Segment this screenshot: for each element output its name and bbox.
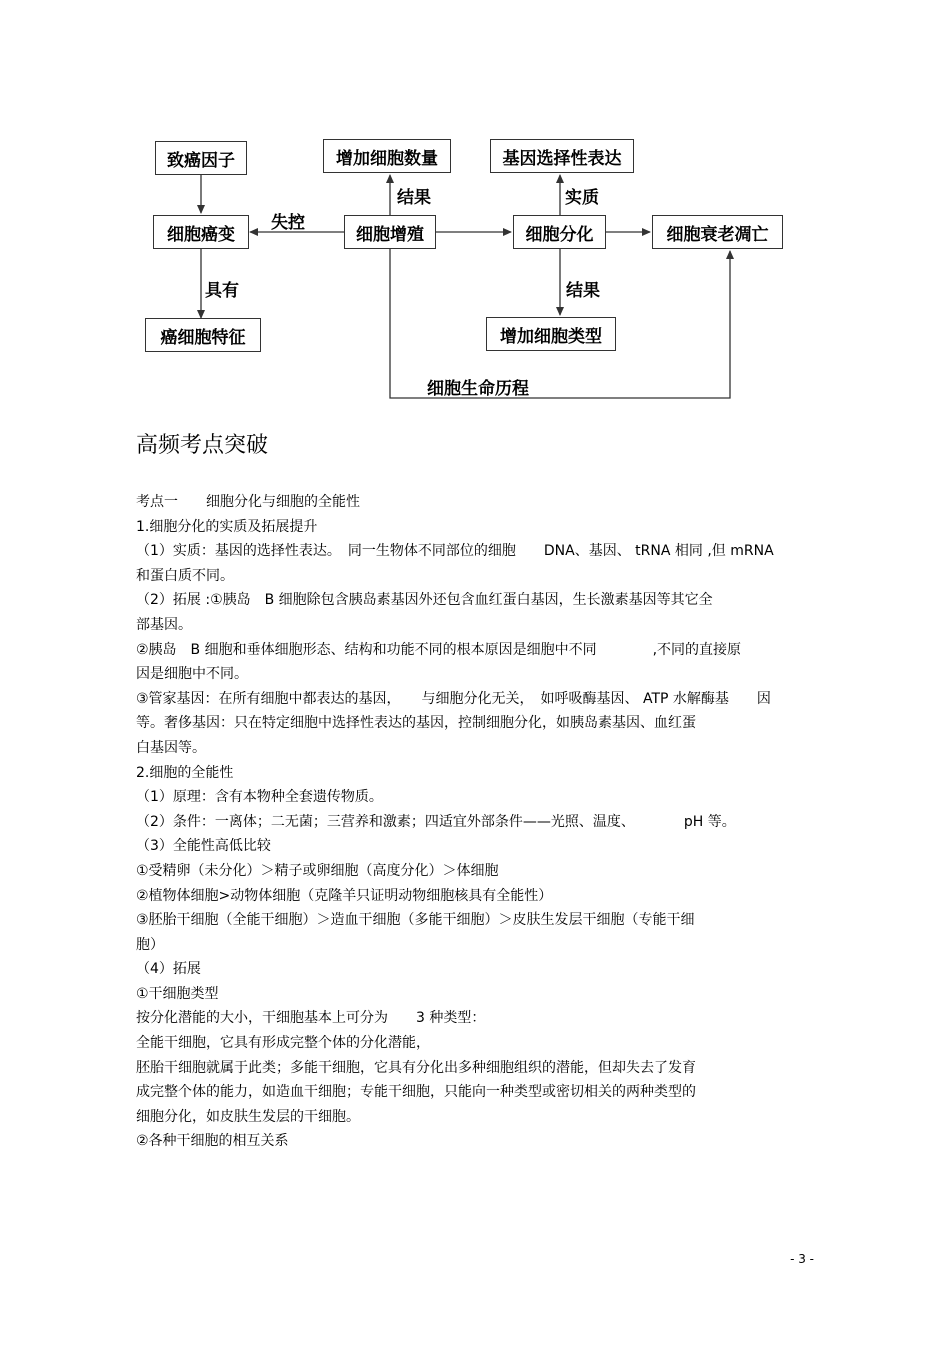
text-line: 1.细胞分化的实质及拓展提升 (136, 518, 318, 535)
text-line: 全能干细胞，它具有形成完整个体的分化潜能， (136, 1035, 430, 1052)
edge-label-result-1: 结果 (397, 188, 431, 208)
edge-label-has: 具有 (205, 281, 239, 301)
edge-label-life-history: 细胞生命历程 (427, 379, 529, 399)
text-line: （4）拓展 (136, 961, 201, 978)
node-increase-types: 增加细胞类型 (486, 317, 616, 351)
node-differentiation: 细胞分化 (513, 215, 606, 249)
node-cancer-features: 癌细胞特征 (145, 318, 261, 352)
node-aging-death: 细胞衰老凋亡 (652, 215, 783, 249)
text-line: 2.细胞的全能性 (136, 764, 234, 781)
text-line: （2）拓展 :①胰岛 B 细胞除包含胰岛素基因外还包含血红蛋白基因，生长激素基因等其它全 (136, 592, 713, 609)
text-line: 和蛋白质不同。 (136, 567, 234, 584)
document-body (136, 490, 826, 1154)
page-number: - 3 - (790, 1252, 814, 1266)
text-line: （1）原理：含有本物种全套遗传物质。 (136, 789, 383, 806)
edge-label-essence: 实质 (565, 188, 599, 208)
text-line: 白基因等。 (136, 739, 206, 756)
edge-label-loss-of-control: 失控 (271, 213, 305, 233)
text-line: （2）条件：一离体；二无菌；三营养和激素；四适宜外部条件——光照、温度、 pH 等。 (136, 813, 736, 830)
flow-diagram-arrows (0, 0, 950, 420)
text-line: 胞） (136, 936, 164, 953)
text-line: ②各种干细胞的相互关系 (136, 1133, 289, 1150)
text-line: 等。奢侈基因：只在特定细胞中选择性表达的基因，控制细胞分化，如胰岛素基因、血红蛋 (136, 715, 696, 732)
text-line: （1）实质：基因的选择性表达。 同一生物体不同部位的细胞 DNA、基因、 tRNA 相同 ,但 mRNA (136, 543, 774, 560)
text-line: 按分化潜能的大小，干细胞基本上可分为 3 种类型： (136, 1010, 486, 1027)
node-increase-number: 增加细胞数量 (323, 139, 451, 173)
text-line: 胚胎干细胞就属于此类；多能干细胞，它具有分化出多种细胞组织的潜能，但却失去了发育 (136, 1059, 696, 1076)
text-line: ②胰岛 B 细胞和垂体细胞形态、结构和功能不同的根本原因是细胞中不同 ,不同的直接原 (136, 641, 742, 658)
text-line: 考点一 细胞分化与细胞的全能性 (136, 494, 360, 510)
text-line: 细胞分化，如皮肤生发层的干细胞。 (136, 1108, 360, 1125)
text-line: 部基因。 (136, 616, 192, 633)
text-line: 因是细胞中不同。 (136, 666, 248, 683)
text-line: （3）全能性高低比较 (136, 838, 271, 855)
edge-label-result-2: 结果 (566, 281, 600, 301)
node-carcinogen: 致癌因子 (155, 141, 247, 175)
text-line: ①受精卵（未分化）＞精子或卵细胞（高度分化）＞体细胞 (136, 862, 499, 879)
text-line: ③管家基因：在所有细胞中都表达的基因， 与细胞分化无关， 如呼吸酶基因、 ATP 水解酶基 因 (136, 690, 771, 707)
node-gene-expression: 基因选择性表达 (490, 139, 634, 173)
node-proliferation: 细胞增殖 (344, 215, 436, 249)
text-line: 成完整个体的能力，如造血干细胞；专能干细胞，只能向一种类型或密切相关的两种类型的 (136, 1084, 696, 1101)
node-canceration: 细胞癌变 (153, 215, 249, 249)
text-line: ②植物体细胞>动物体细胞（克隆羊只证明动物细胞核具有全能性） (136, 887, 553, 904)
section-heading: 高频考点突破 (136, 433, 269, 458)
text-line: ①干细胞类型 (136, 985, 219, 1002)
text-line: ③胚胎干细胞（全能干细胞）＞造血干细胞（多能干细胞）＞皮肤生发层干细胞（专能干细 (136, 912, 695, 929)
